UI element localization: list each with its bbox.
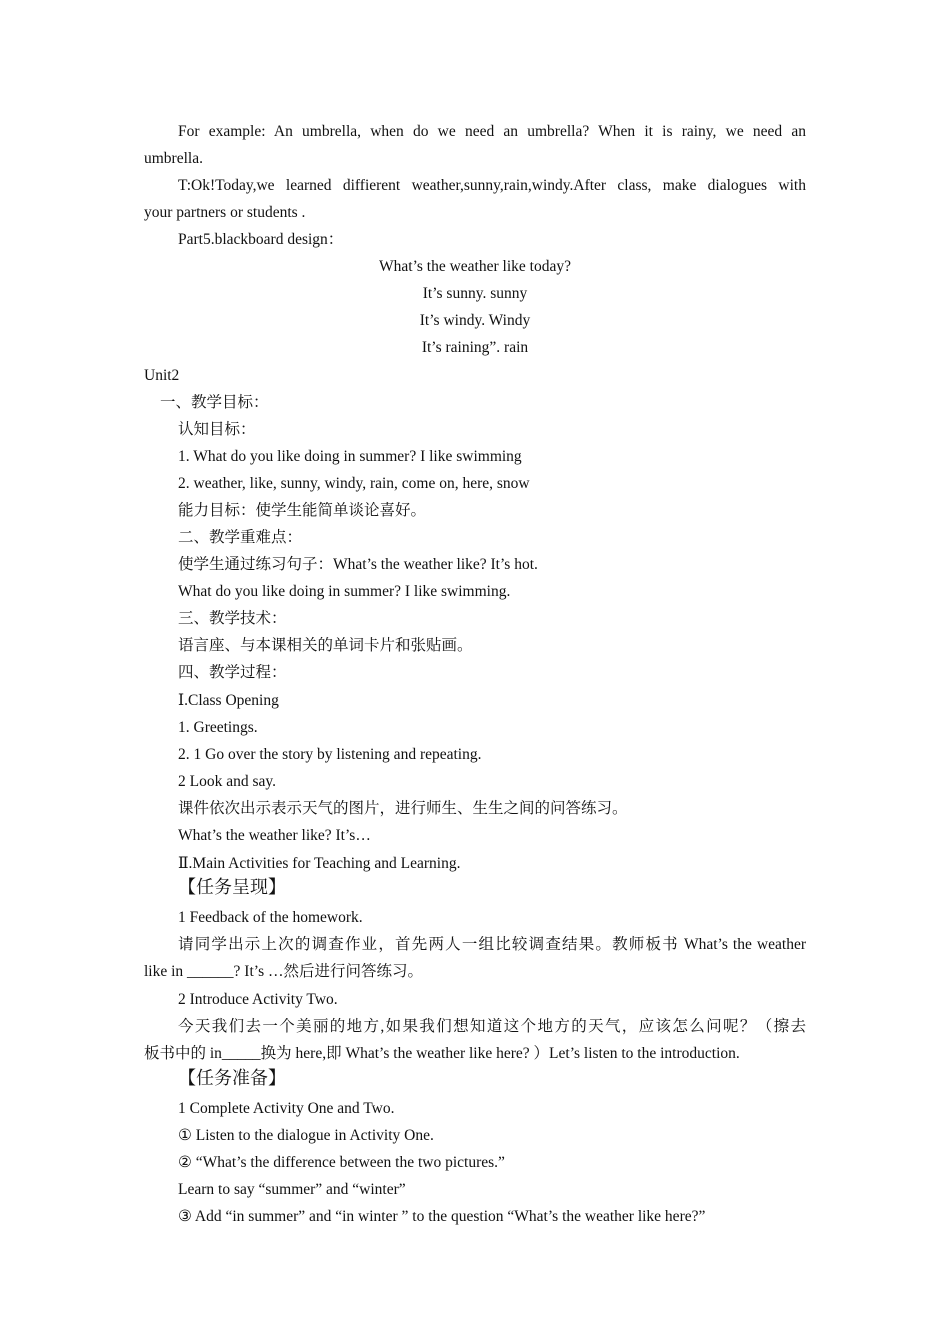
- paragraph-line: umbrella.: [144, 150, 203, 167]
- task-heading: 【任务呈现】: [178, 877, 286, 897]
- paragraph-line: 使学生通过练习句子：What’s the weather like? It’s hot.: [178, 556, 538, 573]
- paragraph-line: 1. Greetings.: [178, 719, 258, 736]
- section-heading: 一、教学目标：: [160, 394, 269, 411]
- paragraph-line: Ⅰ.Class Opening: [178, 692, 279, 709]
- paragraph-line: 1 Feedback of the homework.: [178, 909, 363, 926]
- blackboard-line: It’s windy. Windy: [419, 312, 531, 329]
- blackboard-line: It’s sunny. sunny: [422, 285, 528, 302]
- paragraph-line: 2 Introduce Activity Two.: [178, 991, 338, 1008]
- paragraph-line: 认知目标：: [178, 421, 256, 438]
- paragraph-line: 请同学出示上次的调查作业，首先两人一组比较调查结果。教师板书 What’s the weather: [178, 936, 806, 953]
- paragraph-line: For example: An umbrella, when do we need an umbrella? When it is rainy, we need an: [178, 123, 806, 140]
- paragraph-line: 2 Look and say.: [178, 773, 277, 790]
- paragraph-line: 1 Complete Activity One and Two.: [178, 1100, 395, 1117]
- paragraph-line: ① Listen to the dialogue in Activity One.: [178, 1127, 434, 1144]
- paragraph-line: your partners or students .: [144, 204, 306, 221]
- blackboard-line: What’s the weather like today?: [379, 258, 571, 275]
- section-heading: 二、教学重难点：: [178, 529, 303, 546]
- paragraph-line: Ⅱ.Main Activities for Teaching and Learning.: [178, 855, 461, 872]
- paragraph-line: like in ______? It’s …然后进行问答练习。: [144, 963, 423, 980]
- paragraph-line: What’s the weather like? It’s…: [178, 827, 371, 844]
- paragraph-line: 能力目标：使学生能简单谈论喜好。: [178, 502, 427, 519]
- paragraph-line: T:Ok!Today,we learned diffierent weather,sunny,rain,windy.After class, make dialogues with: [178, 177, 806, 194]
- blackboard-line: It’s raining”. rain: [421, 339, 529, 356]
- paragraph-line: 2. 1 Go over the story by listening and repeating.: [178, 746, 482, 763]
- paragraph-line: 语言座、与本课相关的单词卡片和张贴画。: [178, 637, 473, 654]
- task-heading: 【任务准备】: [178, 1068, 286, 1088]
- paragraph-line: 今天我们去一个美丽的地方,如果我们想知道这个地方的天气，应该怎么问呢？（擦去: [178, 1018, 806, 1035]
- section-heading: 三、教学技术：: [178, 610, 287, 627]
- paragraph-line: What do you like doing in summer? I like swimming.: [178, 583, 511, 600]
- paragraph-line: Learn to say “summer” and “winter”: [178, 1181, 406, 1198]
- paragraph-line: 1. What do you like doing in summer? I like swimming: [178, 448, 522, 465]
- section-label: Part5.blackboard design：: [178, 231, 344, 248]
- paragraph-line: 板书中的 in_____换为 here,即 What’s the weather like here? ）Let’s listen to the introduction.: [144, 1045, 740, 1062]
- paragraph-line: 课件依次出示表示天气的图片，进行师生、生生之间的问答练习。: [178, 800, 628, 817]
- section-heading: 四、教学过程：: [178, 664, 287, 681]
- unit-title: Unit2: [144, 367, 180, 384]
- paragraph-line: ② “What’s the difference between the two pictures.”: [178, 1154, 505, 1171]
- paragraph-line: 2. weather, like, sunny, windy, rain, come on, here, snow: [178, 475, 530, 492]
- paragraph-line: ③ Add “in summer” and “in winter ” to the question “What’s the weather like here?”: [178, 1208, 706, 1225]
